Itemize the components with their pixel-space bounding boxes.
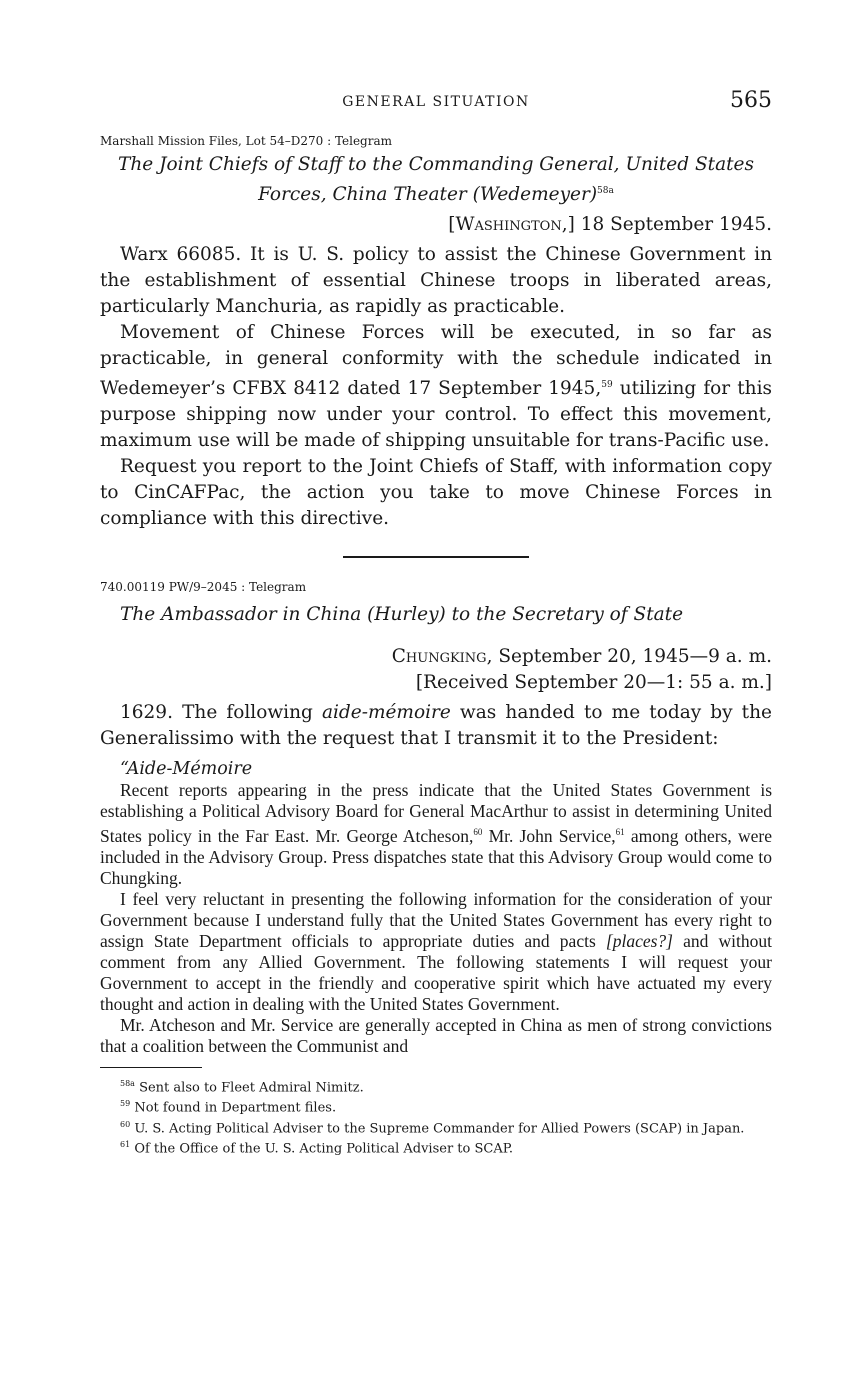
doc1-file-reference: Marshall Mission Files, Lot 54–D270 : Telegram [100, 134, 393, 148]
doc2-dateline [100, 644, 772, 670]
doc1-dateline: [Washington,] 18 September 1945. [448, 214, 772, 236]
aide-p1-note-61: 61 [615, 827, 625, 838]
footnote-mark: 60 [120, 1119, 131, 1129]
doc2-intro-em: aide-mémoire [321, 702, 451, 724]
document-page [100, 88, 772, 1157]
doc1-paragraph-3: Request you report to the Joint Chiefs of Staff, with information copy to CinCAFPac, the action you take to move Chinese Forces in compliance with this directive. [100, 456, 772, 530]
aide-p1-c: among others, were included in the Advisory Group. Press dispatches state that this Advisory Group would come to Chungking. [100, 826, 772, 889]
doc1-paragraph-2 [100, 320, 772, 454]
aide-p1-b: Mr. John Service, [482, 826, 616, 847]
doc2-file-reference: 740.00119 PW/9–2045 : Telegram [100, 580, 307, 595]
doc2-received: [Received September 20—1: 55 a. m.] [415, 672, 772, 694]
doc2-dateline-place: Chungking, [391, 646, 493, 668]
footnote-text: Sent also to Fleet Admiral Nimitz. [134, 1080, 364, 1096]
doc2-intro-a: 1629. The following [120, 702, 322, 724]
running-head: GENERAL SITUATION [342, 94, 530, 110]
aide-paragraph-2 [100, 889, 772, 1015]
aide-p2-b: and without comment from any Allied Government. The following statements I will request your Government to accept in the friendly and cooperative spirit which have actuated my every thought and action in dealing with the United States Government. [100, 931, 772, 1015]
footnote-60 [100, 1117, 772, 1137]
doc2-dateline-date: September 20, 1945—9 a. m. [492, 646, 772, 668]
doc1-dateline-date: 18 September 1945. [580, 214, 772, 236]
doc1-title-footnote-mark: 58a [597, 186, 614, 196]
footnote-mark: 59 [120, 1099, 131, 1109]
footnote-rule [100, 1067, 202, 1068]
footnote-mark: 58a [120, 1079, 135, 1089]
aide-p2-a: I feel very reluctant in presenting the following information for the consideration of your Government because I understand fully that the United States Government has every right to assign State Department officials to appropriate duties and pacts [100, 889, 772, 952]
doc2-title: The Ambassador in China (Hurley) to the Secretary of State [120, 604, 684, 626]
doc1-p2-footnote-mark: 59 [601, 380, 613, 391]
doc1-p2-text-b: utilizing for this purpose shipping now under your control. To effect this movement, maximum use will be made of shipping unsuitable for trans-Pacific use. [100, 378, 772, 452]
page-header [100, 88, 772, 120]
footnote-text: Of the Office of the U. S. Acting Political Adviser to SCAP. [130, 1141, 513, 1157]
doc1-dateline-place: Washington, [455, 214, 568, 236]
doc1-title-text: The Joint Chiefs of Staff to the Commanding General, United States Forces, China Theater (Wedemeyer) [118, 154, 754, 206]
footnote-text: U. S. Acting Political Adviser to the Supreme Commander for Allied Powers (SCAP) in Japan. [130, 1121, 745, 1137]
doc1-p2-text-a: Movement of Chinese Forces will be executed, in so far as practicable, in general conformity with the schedule indicated in Wedemeyer’s CFBX 8412 dated 17 September 1945, [100, 322, 772, 400]
page-number: 565 [730, 88, 772, 113]
aide-p2-em: [places?] [605, 931, 673, 952]
doc2-intro-b: was handed to me today by the Generalissimo with the request that I transmit it to the President: [100, 702, 772, 750]
doc1-paragraph-1: Warx 66085. It is U. S. policy to assist the Chinese Government in the establishment of essential Chinese troops in liberated areas, particularly Manchuria, as rapidly as practicable. [100, 244, 772, 318]
footnotes [100, 1076, 772, 1157]
footnote-text: Not found in Department files. [130, 1100, 337, 1116]
footnote-58a [100, 1076, 772, 1096]
aide-paragraph-3: Mr. Atcheson and Mr. Service are generally accepted in China as men of strong convictions that a coalition between the Communist and [100, 1015, 772, 1057]
footnote-mark: 61 [120, 1140, 131, 1150]
footnote-59 [100, 1096, 772, 1116]
aide-p1-note-60: 60 [473, 827, 483, 838]
footnote-61 [100, 1137, 772, 1157]
aide-memoire-title: “Aide-Mémoire [120, 759, 253, 780]
aide-paragraph-1 [100, 780, 772, 889]
section-divider [343, 556, 529, 558]
doc1-title [100, 152, 772, 208]
doc2-intro [100, 700, 772, 752]
aide-p1-a: Recent reports appearing in the press indicate that the United States Government is establishing a Political Advisory Board for General MacArthur to assist in determining United States policy in the Far East. Mr. George Atcheson, [100, 780, 772, 847]
